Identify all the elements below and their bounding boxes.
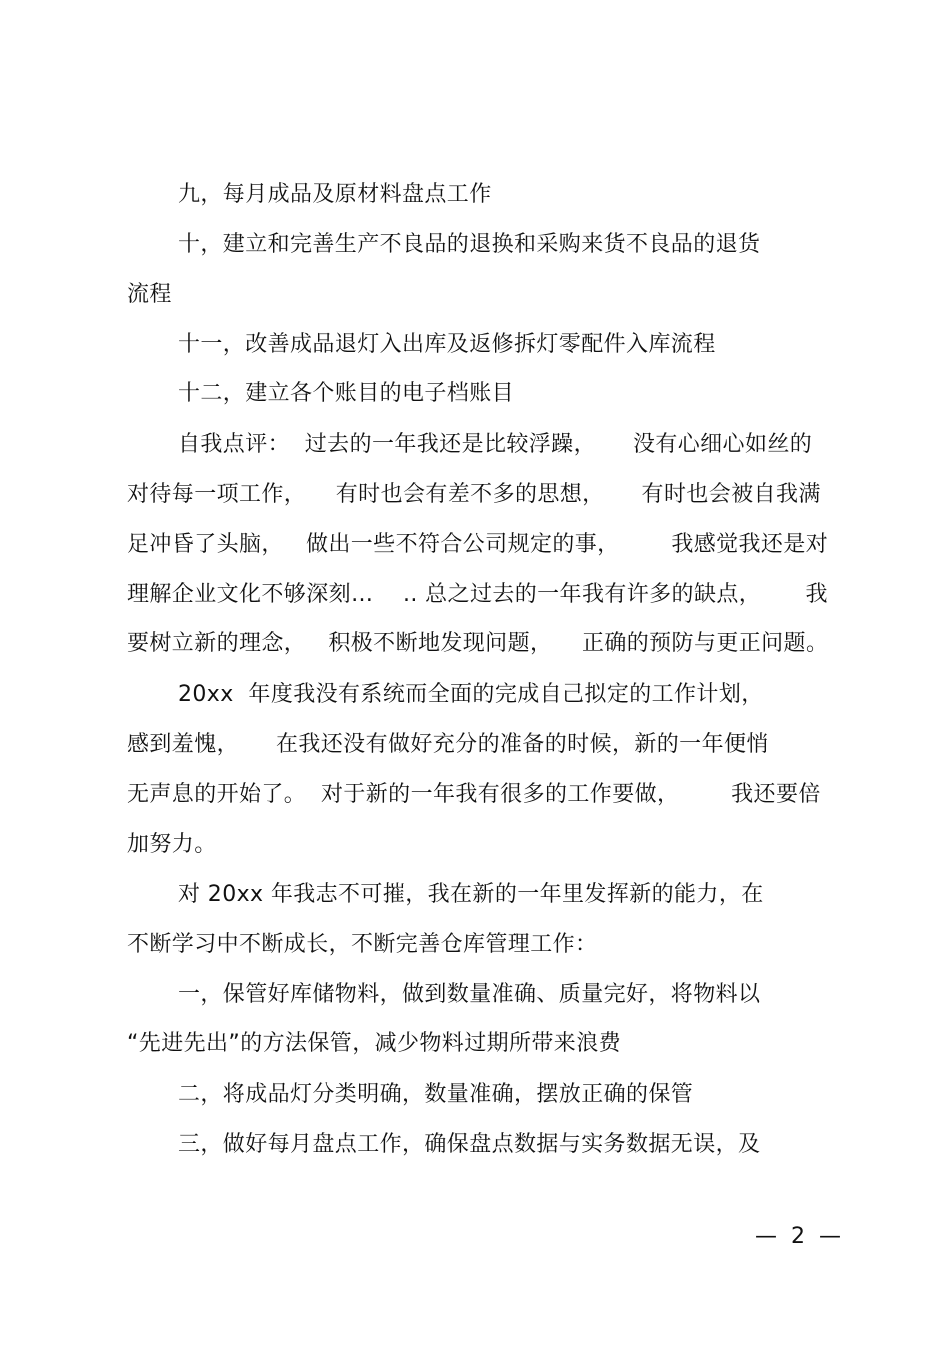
paragraph-line: 对 20xx 年我志不可摧，我在新的一年里发挥新的能力，在 <box>178 882 764 907</box>
paragraph-line: 足冲昏了头脑， 做出一些不符合公司规定的事， 我感觉我还是对 <box>127 532 829 557</box>
paragraph-line: 无声息的开始了。 对于新的一年我有很多的工作要做， 我还要倍 <box>127 782 821 807</box>
paragraph-line: 一，保管好库储物料，做到数量准确、质量完好，将物料以 <box>178 982 761 1007</box>
paragraph-line: 二，将成品灯分类明确，数量准确，摆放正确的保管 <box>178 1082 694 1107</box>
paragraph-line: 十二，建立各个账目的电子档账目 <box>178 381 515 406</box>
paragraph-line: 20xx 年度我没有系统而全面的完成自己拟定的工作计划， <box>178 682 764 707</box>
paragraph-line: 理解企业文化不够深刻… .. 总之过去的一年我有许多的缺点， 我 <box>127 582 828 607</box>
paragraph-line: 感到羞愧， 在我还没有做好充分的准备的时候，新的一年便悄 <box>127 732 769 757</box>
paragraph-line: 对待每一项工作， 有时也会有差不多的思想， 有时也会被自我满 <box>127 482 821 507</box>
paragraph-line: 不断学习中不断成长，不断完善仓库管理工作： <box>127 932 598 957</box>
paragraph-line: 流程 <box>127 282 172 307</box>
paragraph-line: 十一，改善成品退灯入出库及返修拆灯零配件入库流程 <box>178 332 716 357</box>
paragraph-line: 要树立新的理念， 积极不断地发现问题， 正确的预防与更正问题。 <box>127 631 829 656</box>
paragraph-line: 自我点评： 过去的一年我还是比较浮躁， 没有心细心如丝的 <box>178 432 813 457</box>
paragraph-line: 三，做好每月盘点工作，确保盘点数据与实务数据无误，及 <box>178 1132 761 1157</box>
paragraph-line: “先进先出”的方法保管，减少物料过期所带来浪费 <box>127 1031 621 1056</box>
page-number: — 2 — <box>755 1224 841 1249</box>
paragraph-line: 十，建立和完善生产不良品的退换和采购来货不良品的退货 <box>178 232 761 257</box>
paragraph-line: 九，每月成品及原材料盘点工作 <box>178 182 492 207</box>
paragraph-line: 加努力。 <box>127 832 217 857</box>
